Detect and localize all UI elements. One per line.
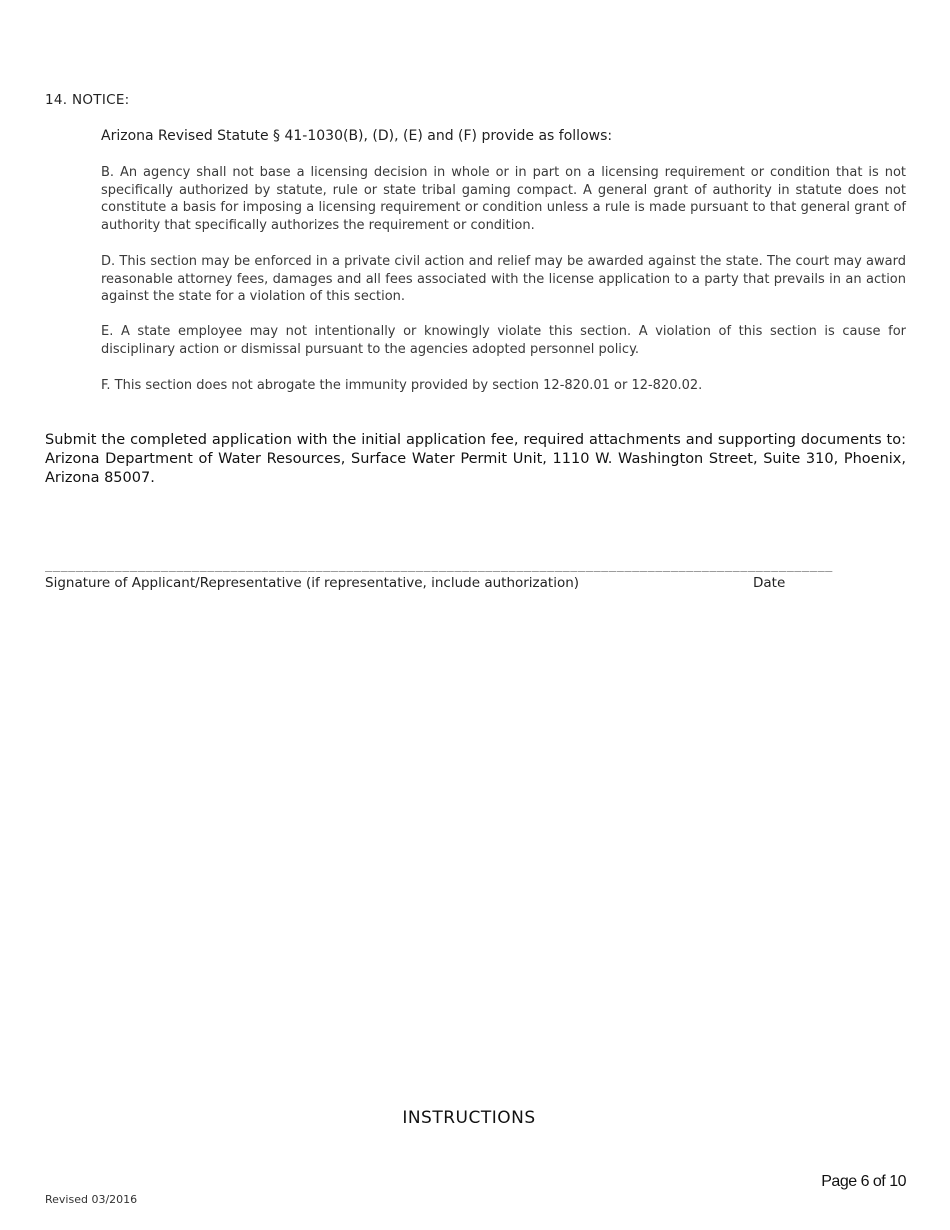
statute-paragraph-e: E. A state employee may not intentionally or knowingly violate this section. A violation of this section is cause for disciplinary action or dismissal pursuant to the agencies adopted personnel policy. [101,324,906,357]
page-number: Page 6 of 10 [821,1173,906,1190]
statute-intro: Arizona Revised Statute § 41-1030(B), (D), (E) and (F) provide as follows: [101,128,613,144]
signature-line[interactable]: ______________________________________________________________________________________________________ [45,558,833,572]
submission-instructions: Submit the completed application with the initial application fee, required attachments and supporting documents to: Arizona Department of Water Resources, Surface Water Permit Unit, 1110 W. Washington Street, Suite 310, Phoenix, Arizona 85007. [45,432,906,486]
instructions-heading: INSTRUCTIONS [402,1108,536,1128]
statute-paragraph-d: D. This section may be enforced in a private civil action and relief may be awarded against the state. The court may award reasonable attorney fees, damages and all fees associated with the license application to a party that prevails in an action against the state for a violation of this section. [101,254,906,304]
date-label: Date [753,575,786,591]
statute-paragraph-f: F. This section does not abrogate the immunity provided by section 12-820.01 or 12-820.02. [101,378,703,393]
notice-heading: 14. NOTICE: [45,92,130,108]
signature-label: Signature of Applicant/Representative (if representative, include authorization) [45,575,580,591]
statute-paragraph-b: B. An agency shall not base a licensing decision in whole or in part on a licensing requirement or condition that is not specifically authorized by statute, rule or state tribal gaming compact. A general grant of authority in statute does not constitute a basis for imposing a licensing requirement or condition unless a rule is made pursuant to that general grant of authority that specifically authorizes the requirement or condition. [101,165,906,233]
revision-date: Revised 03/2016 [45,1193,138,1206]
